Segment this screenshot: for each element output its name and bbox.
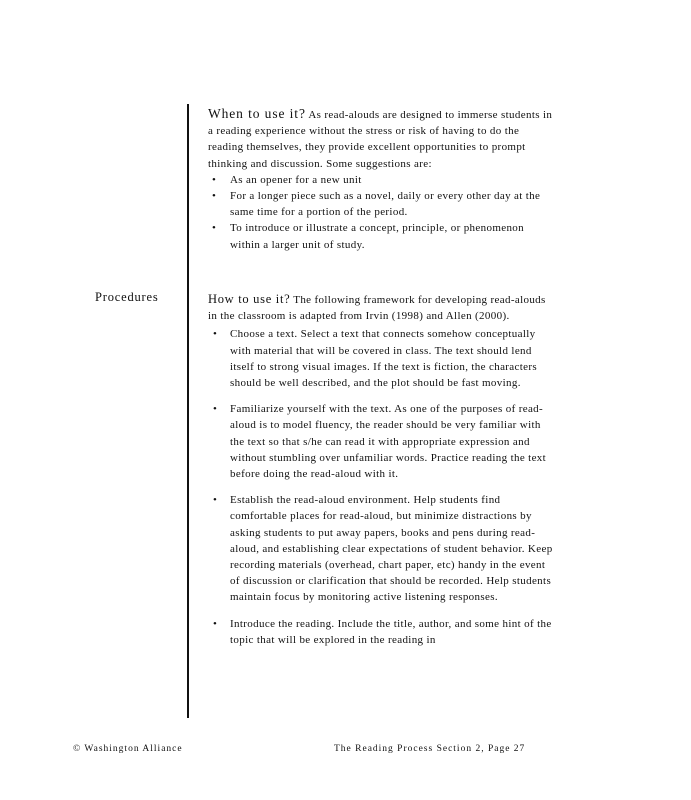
footer-copyright: © Washington Alliance: [73, 744, 183, 754]
how-lead: How to use it?: [208, 292, 291, 306]
when-paragraph: [208, 106, 553, 172]
list-item: • For a longer piece such as a novel, daily or every other day at the same time for a portion of the period.: [208, 188, 553, 220]
list-item: • To introduce or illustrate a concept, principle, or phenomenon within a larger unit of study.: [208, 220, 553, 252]
when-text: As read-alouds are designed to immerse students in a reading experience without the stress or risk of having to do the reading themselves, they provide excellent opportunities to prompt thinking and discussion. Some suggestions are:: [208, 109, 553, 170]
when-lead: When to use it?: [208, 106, 306, 121]
how-to-use-section: [208, 291, 553, 658]
when-to-use-section: [208, 106, 553, 253]
footer-page-info: The Reading Process Section 2, Page 27: [334, 744, 526, 754]
list-item: • Familiarize yourself with the text. As one of the purposes of read-aloud is to model fluency, the reader should be very familiar with the text so that s/he can read it with appropriate expression and without stumbling over unfamiliar words. Practice reading the text before doing the read-aloud with it.: [208, 401, 553, 482]
how-paragraph: [208, 291, 553, 324]
list-item: • As an opener for a new unit: [208, 172, 553, 188]
section-label: Procedures: [95, 290, 159, 304]
when-bullet-list: [208, 172, 553, 253]
list-item: • Establish the read-aloud environment. Help students find comfortable places for read-aloud, but minimize distractions by asking students to put away papers, books and pens during read-aloud, and establishing clear expectations of student behavior. Keep recording materials (overhead, chart paper, etc) handy in the event of discussion or clarification that should be recorded. Help students maintain focus by monitoring active listening responses.: [208, 492, 553, 605]
list-item: • Choose a text. Select a text that connects somehow conceptually with material that will be covered in class. The text should lend itself to strong visual images. If the text is fiction, the characters should be well described, and the plot should be fast moving.: [208, 326, 553, 391]
list-item: • Introduce the reading. Include the title, author, and some hint of the topic that will be explored in the reading in: [208, 616, 553, 648]
how-text: The following framework for developing read-alouds in the classroom is adapted from Irvin (1998) and Allen (2000).: [208, 294, 546, 323]
vertical-rule: [187, 104, 189, 718]
how-bullet-list: [208, 326, 553, 648]
